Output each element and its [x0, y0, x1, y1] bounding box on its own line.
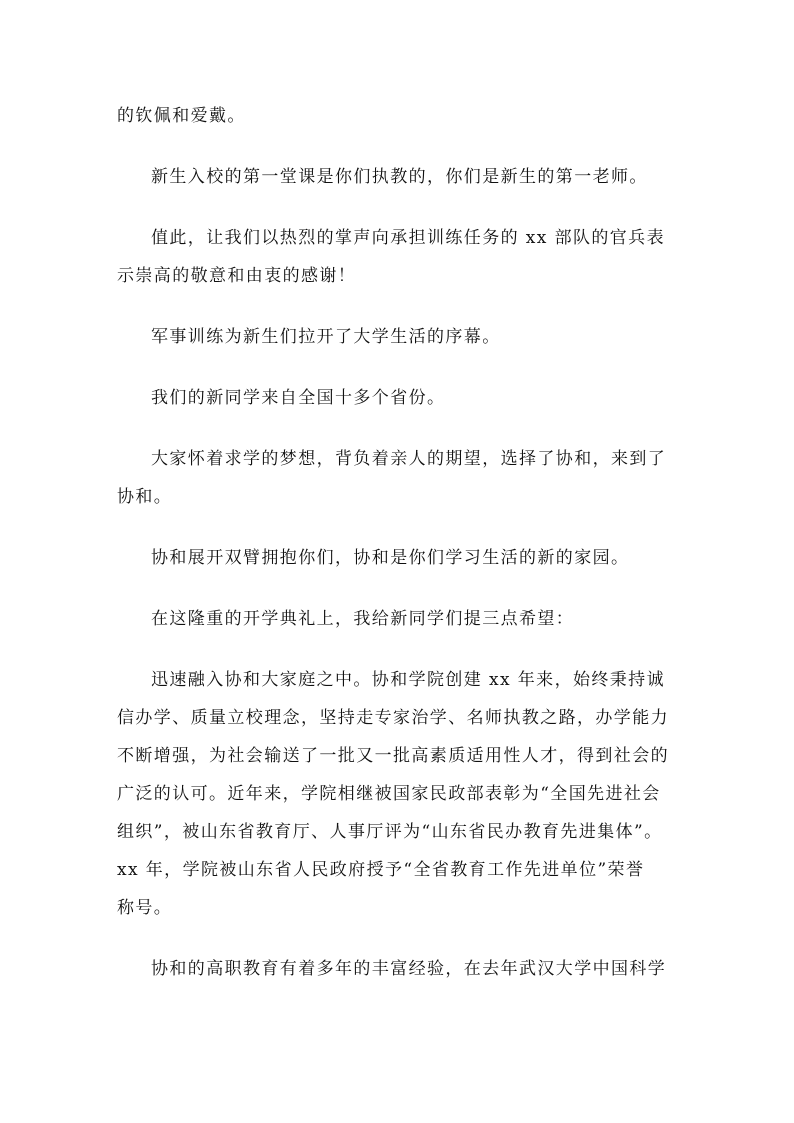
- text-line: 协和。: [117, 487, 173, 507]
- text-line: 的钦佩和爱戴。: [117, 106, 246, 126]
- text-line: 广泛的认可。近年来，学院相继被国家民政部表彰为“全国先进社会: [117, 784, 661, 804]
- document-page: [117, 97, 687, 1011]
- text-line: 值此，让我们以热烈的掌声向承担训练任务的 xx 部队的官兵表: [151, 228, 665, 248]
- text-line: 组织”，被山东省教育厅、人事厅评为“山东省民办教育先进集体”。: [117, 822, 663, 842]
- paragraph-5: [117, 379, 687, 417]
- text-line: 协和的高职教育有着多年的丰富经验，在去年武汉大学中国科学: [151, 959, 667, 979]
- paragraph-9: [117, 661, 687, 927]
- text-line: 大家怀着求学的梦想，背负着亲人的期望，选择了协和，来到了: [151, 449, 667, 469]
- text-line: 迅速融入协和大家庭之中。协和学院创建 xx 年来，始终秉持诚: [151, 670, 665, 690]
- text-line: 不断增强，为社会输送了一批又一批高素质适用性人才，得到社会的: [117, 746, 669, 766]
- paragraph-4: [117, 318, 687, 356]
- text-line: 称号。: [117, 898, 173, 918]
- paragraph-6: [117, 440, 687, 516]
- text-line: 军事训练为新生们拉开了大学生活的序幕。: [151, 327, 501, 347]
- text-line: 信办学、质量立校理念，坚持走专家治学、名师执教之路，办学能力: [117, 708, 669, 728]
- paragraph-10: [117, 950, 687, 988]
- text-line: 协和展开双臂拥抱你们，协和是你们学习生活的新的家园。: [151, 548, 630, 568]
- text-line: 我们的新同学来自全国十多个省份。: [151, 388, 446, 408]
- paragraph-8: [117, 600, 687, 638]
- text-line: 示崇高的敬意和由衷的感谢！: [117, 266, 357, 286]
- paragraph-3: [117, 219, 687, 295]
- text-line: 新生入校的第一堂课是你们执教的，你们是新生的第一老师。: [151, 167, 648, 187]
- text-line: xx 年，学院被山东省人民政府授予“全省教育工作先进单位”荣誉: [117, 860, 645, 880]
- paragraph-7: [117, 539, 687, 577]
- paragraph-1: [117, 97, 687, 135]
- paragraph-2: [117, 158, 687, 196]
- text-line: 在这隆重的开学典礼上，我给新同学们提三点希望：: [151, 609, 575, 629]
